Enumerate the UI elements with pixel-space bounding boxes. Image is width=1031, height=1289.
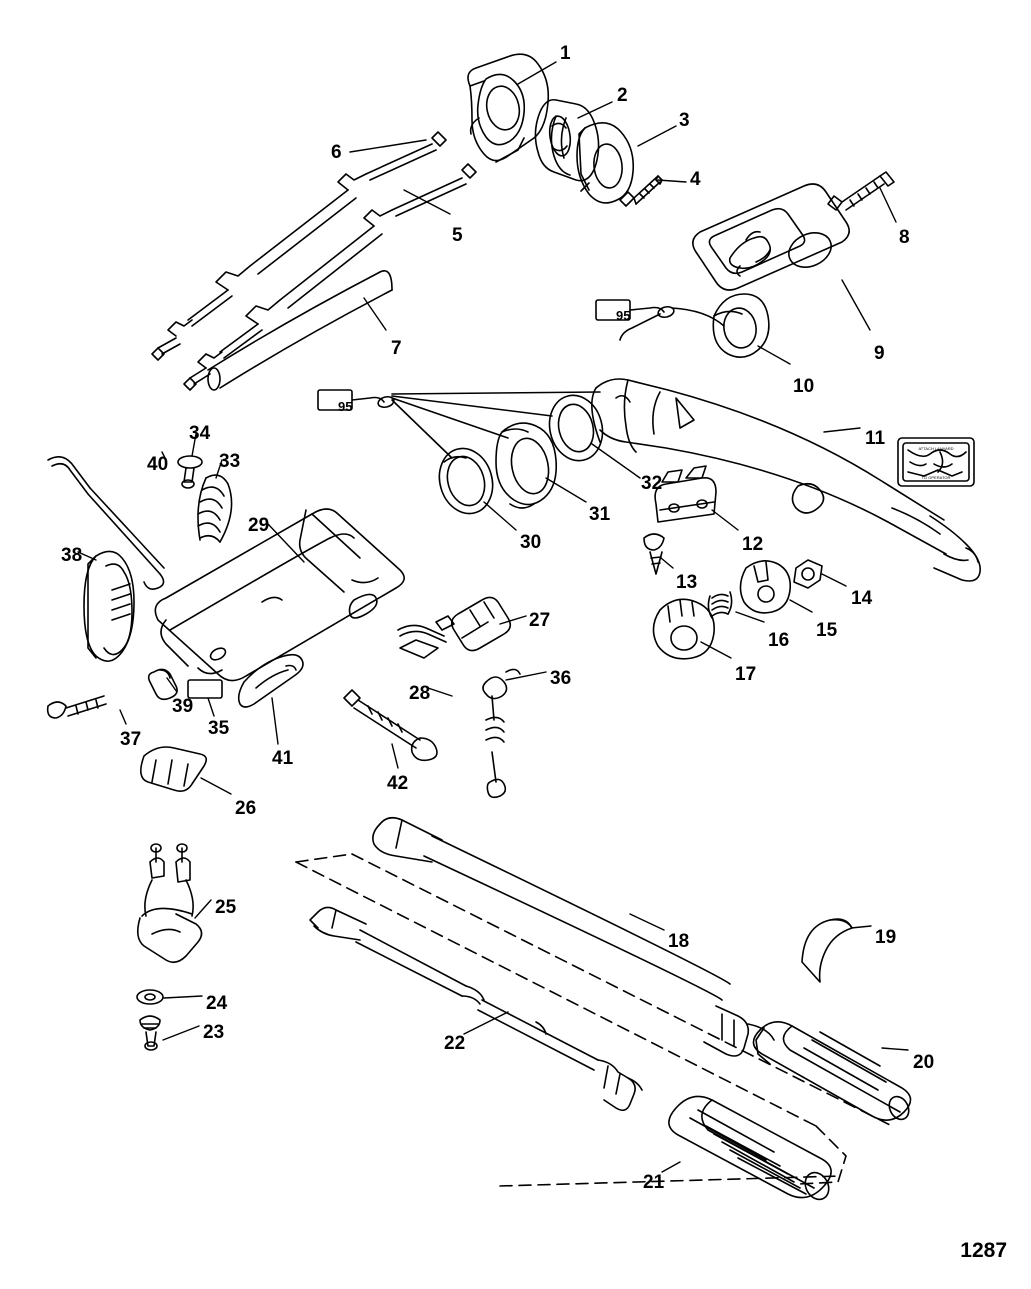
part-5-shift-cable <box>184 164 476 390</box>
callout-number-14: 14 <box>851 588 873 609</box>
part-15-clamp <box>740 561 790 613</box>
callout-number-22: 22 <box>444 1033 466 1054</box>
part-37-screw <box>48 696 106 718</box>
part-39-spacer <box>149 669 177 699</box>
callout-number-8: 8 <box>899 227 910 248</box>
part-35-decal <box>188 680 222 698</box>
lubricant-callout-leaders <box>318 300 724 458</box>
callout-number-35: 35 <box>208 718 230 739</box>
callout-number-5: 5 <box>452 225 463 246</box>
callout-number-1: 1 <box>560 43 571 64</box>
part-26-clip <box>141 747 206 791</box>
part-25-stop-switch <box>138 844 202 962</box>
decal-line-2: TO OPERATOR <box>921 475 951 480</box>
callout-number-17: 17 <box>735 664 757 685</box>
part-16-spring <box>708 592 731 618</box>
part-7-cable-sleeve <box>208 271 392 390</box>
callout-number-38: 38 <box>61 545 83 566</box>
part-24-washer <box>137 990 163 1004</box>
part-36-linkage <box>483 669 520 797</box>
callout-number-12: 12 <box>742 534 764 555</box>
callout-number-10: 10 <box>793 376 815 397</box>
callout-number-16: 16 <box>768 630 790 651</box>
callout-number-27: 27 <box>529 610 551 631</box>
callout-number-40: 40 <box>147 454 169 475</box>
callout-number-36: 36 <box>550 668 572 689</box>
callout-number-39: 39 <box>172 696 194 717</box>
callout-number-4: 4 <box>690 169 701 190</box>
part-13-screw <box>644 534 664 574</box>
part-22-link-rod <box>310 907 642 1110</box>
part-4-screw <box>620 176 662 206</box>
part-29-tiller-housing <box>155 509 404 681</box>
sheet-number: 1287 <box>960 1239 1007 1262</box>
part-41-trim-plate <box>239 655 303 707</box>
part-2-throttle-drum <box>535 100 598 181</box>
callout-number-19: 19 <box>875 927 897 948</box>
callout-number-28: 28 <box>409 683 431 704</box>
callout-number-29: 29 <box>248 515 270 536</box>
callout-number-9: 9 <box>874 343 885 364</box>
callout-number-32: 32 <box>641 473 663 494</box>
callout-number-34: 34 <box>189 423 211 444</box>
callout-number-23: 23 <box>203 1022 225 1043</box>
part-17-knob <box>653 599 714 658</box>
part-20-throttle-tube <box>753 1022 912 1123</box>
part-9-control-panel <box>693 184 849 290</box>
callout-number-21: 21 <box>643 1172 665 1193</box>
part-14-nut <box>794 560 822 588</box>
part-19-shim <box>802 919 852 982</box>
callout-number-25: 25 <box>215 897 237 918</box>
assembly-dashed-outline <box>296 854 892 1186</box>
part-40-release-rod <box>48 457 164 589</box>
part-32-seal <box>543 390 609 467</box>
decal-line-1: ATTACH LANYARD <box>918 446 954 451</box>
part-12-bracket <box>655 466 716 522</box>
callout-number-30: 30 <box>520 532 542 553</box>
part-38-grip-lever <box>84 551 134 661</box>
part-28-lever-link <box>398 616 454 658</box>
callout-number-18: 18 <box>668 931 690 952</box>
callout-number-11: 11 <box>865 428 886 449</box>
callout-number-37: 37 <box>120 729 142 750</box>
part-3-cover-plate <box>577 123 633 203</box>
callout-number-2: 2 <box>617 85 628 106</box>
callout-number-7: 7 <box>391 338 402 359</box>
part-8-bolt <box>828 172 894 210</box>
callout-number-3: 3 <box>679 110 690 131</box>
lubricant-tag-95: 95 <box>616 308 631 323</box>
part-34-pin <box>178 456 202 488</box>
callout-number-24: 24 <box>206 993 228 1014</box>
part-33-spring <box>198 475 232 542</box>
callout-number-33: 33 <box>219 451 241 472</box>
part-23-screw <box>140 1016 160 1050</box>
part-18-throttle-shaft <box>373 818 774 1056</box>
callout-number-15: 15 <box>816 620 838 641</box>
callout-number-26: 26 <box>235 798 257 819</box>
part-21-grip <box>669 1096 833 1203</box>
callout-number-20: 20 <box>913 1052 935 1073</box>
callout-number-31: 31 <box>589 504 611 525</box>
part-6-throttle-cable <box>152 132 446 360</box>
lubricant-tag-95: 95 <box>338 399 353 414</box>
part-31-bushing <box>496 423 556 508</box>
callout-number-13: 13 <box>676 572 698 593</box>
callout-number-41: 41 <box>272 748 294 769</box>
callout-number-42: 42 <box>387 773 409 794</box>
callout-number-6: 6 <box>331 142 342 163</box>
part-30-bushing-ring <box>432 442 500 520</box>
